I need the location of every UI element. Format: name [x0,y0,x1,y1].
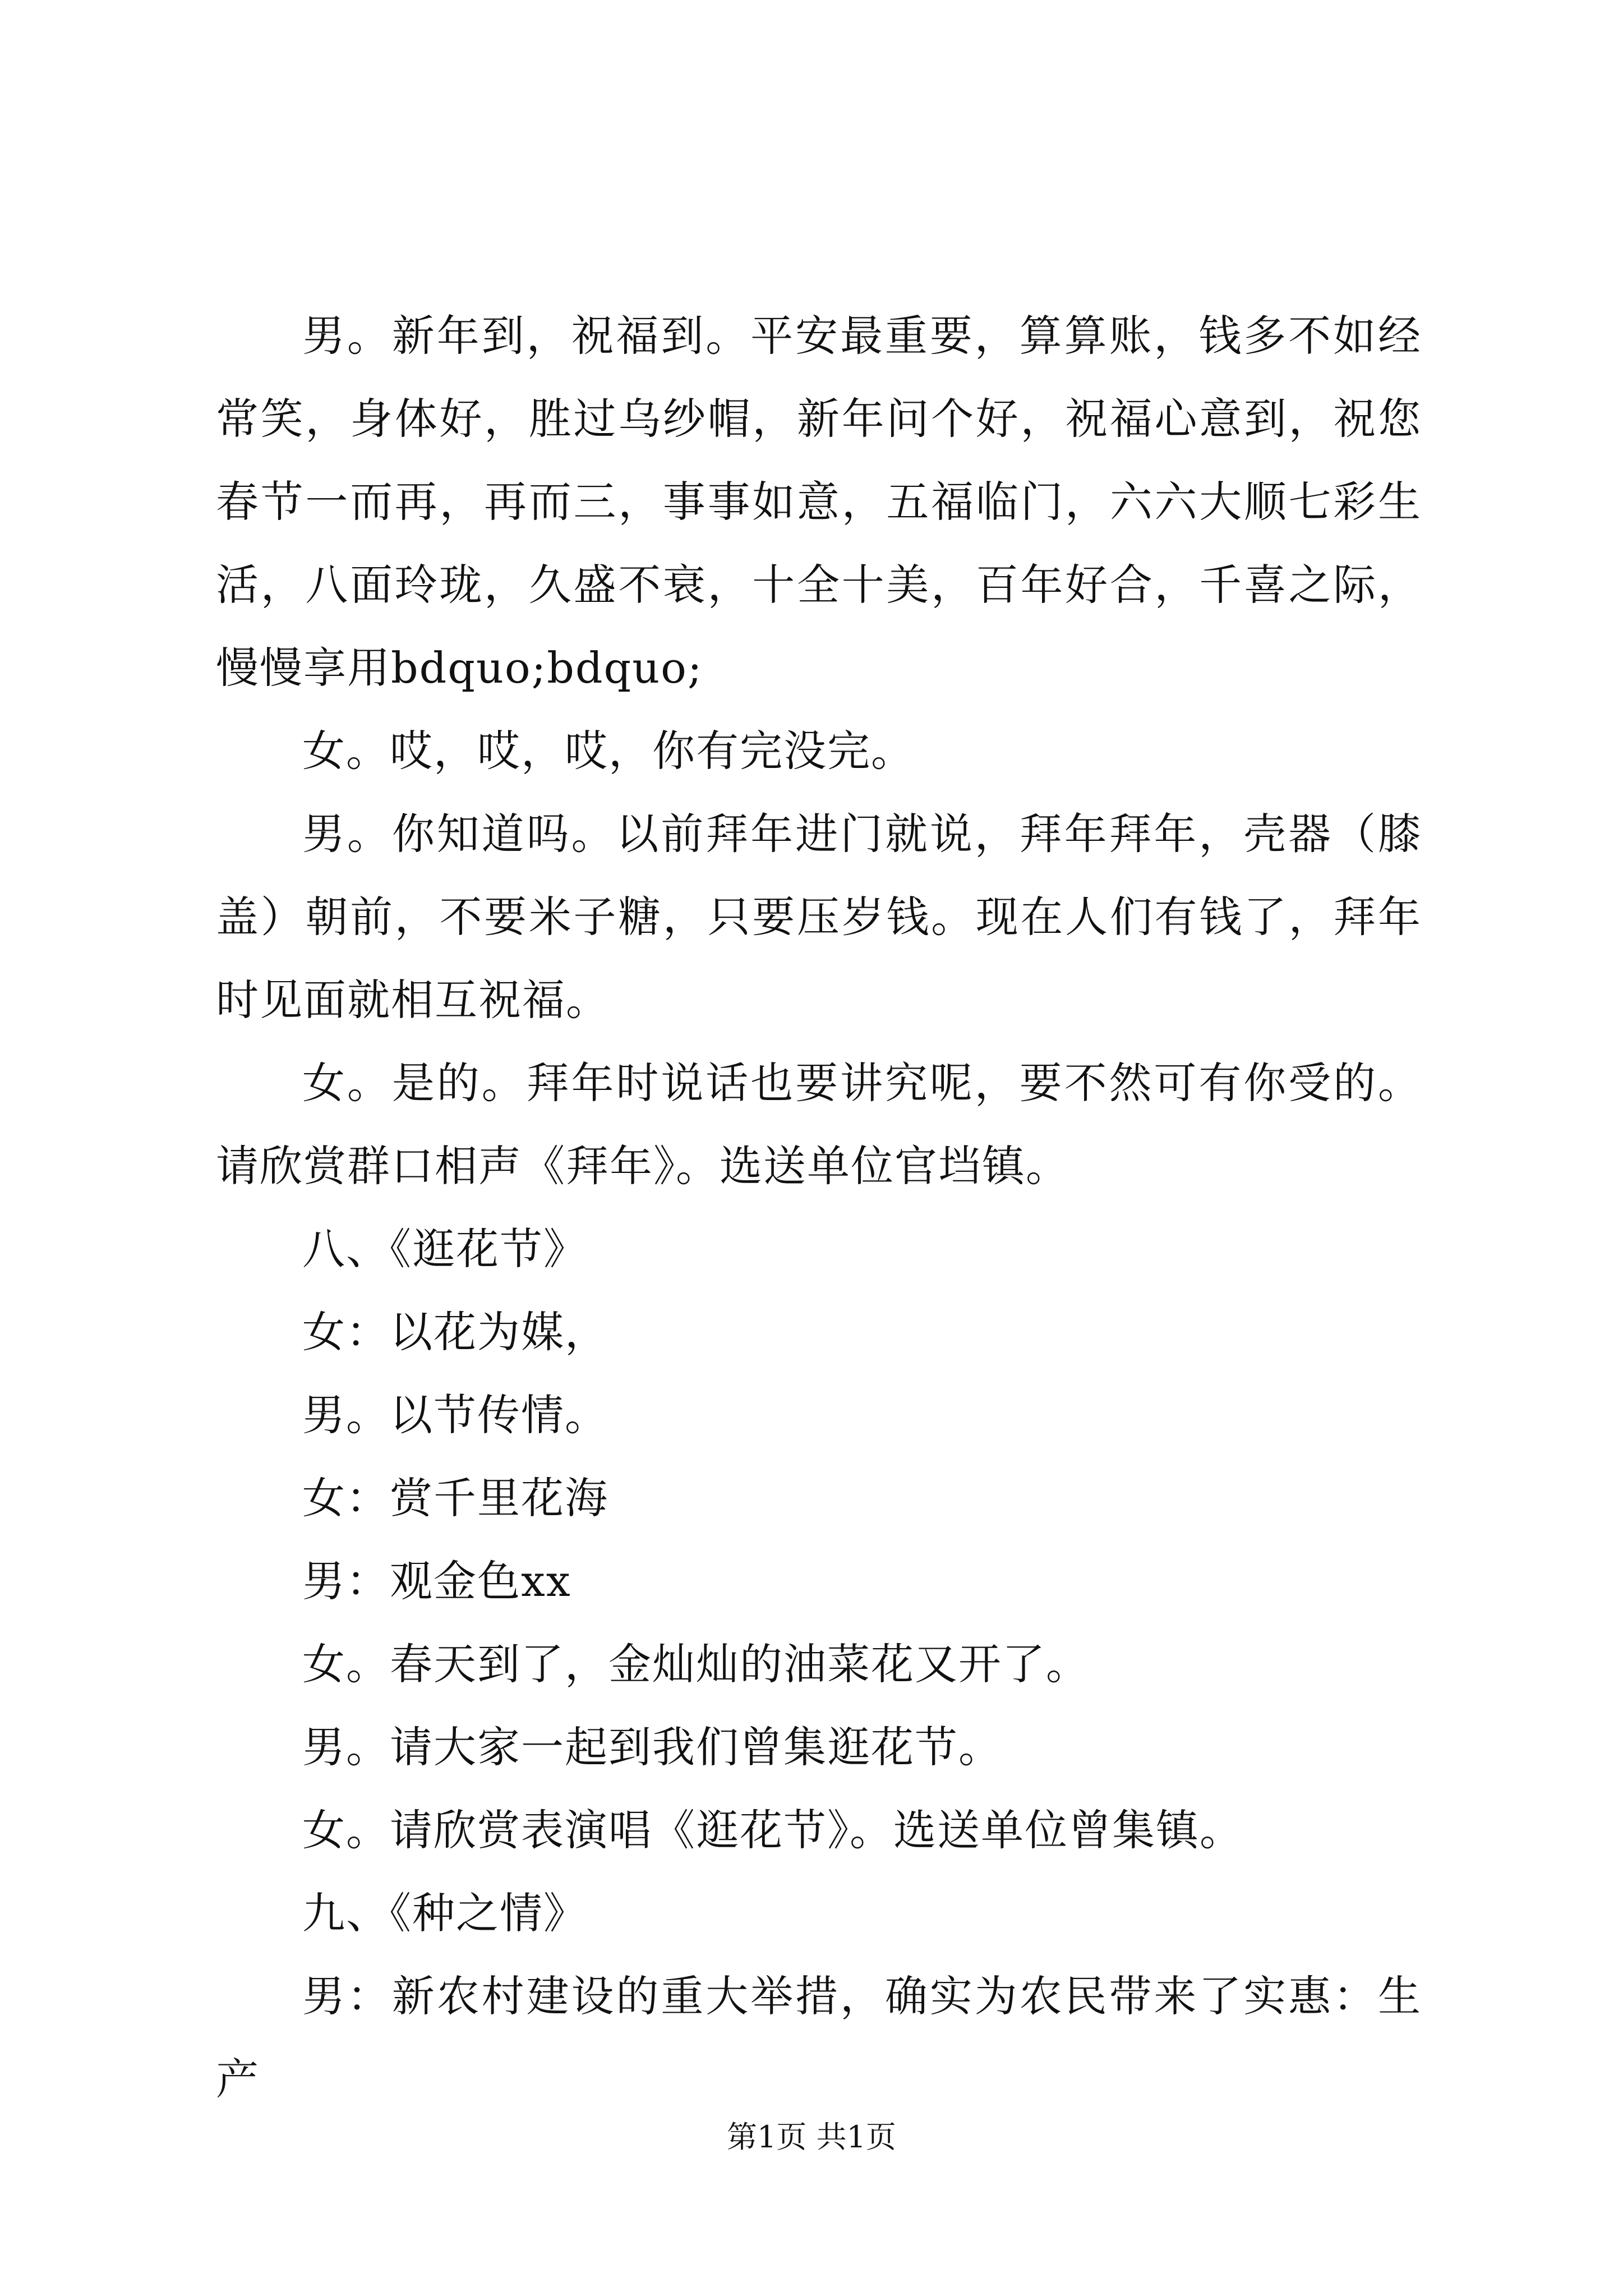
paragraph-4: 女。是的。拜年时说话也要讲究呢，要不然可有你受的。请欣赏群口相声《拜年》。选送单位官垱镇。 [216,1058,1422,1191]
paragraph-3: 男。你知道吗。以前拜年进门就说，拜年拜年，壳器（膝盖）朝前，不要米子糖，只要压岁钱。现在人们有钱了，拜年时见面就相互祝福。 [216,809,1422,1025]
page-footer: 第1页 共1页 [727,2119,896,2155]
paragraph-6: 女：以花为媒， [302,1307,608,1357]
section-heading-9: 九、《种之情》 [302,1888,587,1938]
section-heading-8: 八、《逛花节》 [302,1224,587,1274]
paragraph-7: 男。以节传情。 [302,1390,608,1440]
paragraph-1: 男。新年到，祝福到。平安最重要，算算账，钱多不如经常笑，身体好，胜过乌纱帽，新年问个好，祝福心意到，祝您春节一而再，再而三，事事如意，五福临门，六六大顺七彩生活，八面玲珑，久盛不衰，十全十美，百年好合，千喜之际，慢慢享用bdquo;bdquo; [216,311,1422,693]
paragraph-14: 男：新农村建设的重大举措，确实为农民带来了实惠：生产 [216,1971,1422,2104]
paragraph-9: 男：观金色xx [302,1556,571,1606]
document-body [216,295,1422,2121]
paragraph-10: 女。春天到了，金灿灿的油菜花又开了。 [302,1639,1090,1689]
paragraph-12: 女。请欣赏表演唱《逛花节》。选送单位曾集镇。 [302,1805,1243,1855]
paragraph-8: 女：赏千里花海 [302,1473,608,1523]
paragraph-2: 女。哎，哎，哎，你有完没完。 [302,726,915,776]
paragraph-11: 男。请大家一起到我们曾集逛花节。 [302,1722,1002,1772]
